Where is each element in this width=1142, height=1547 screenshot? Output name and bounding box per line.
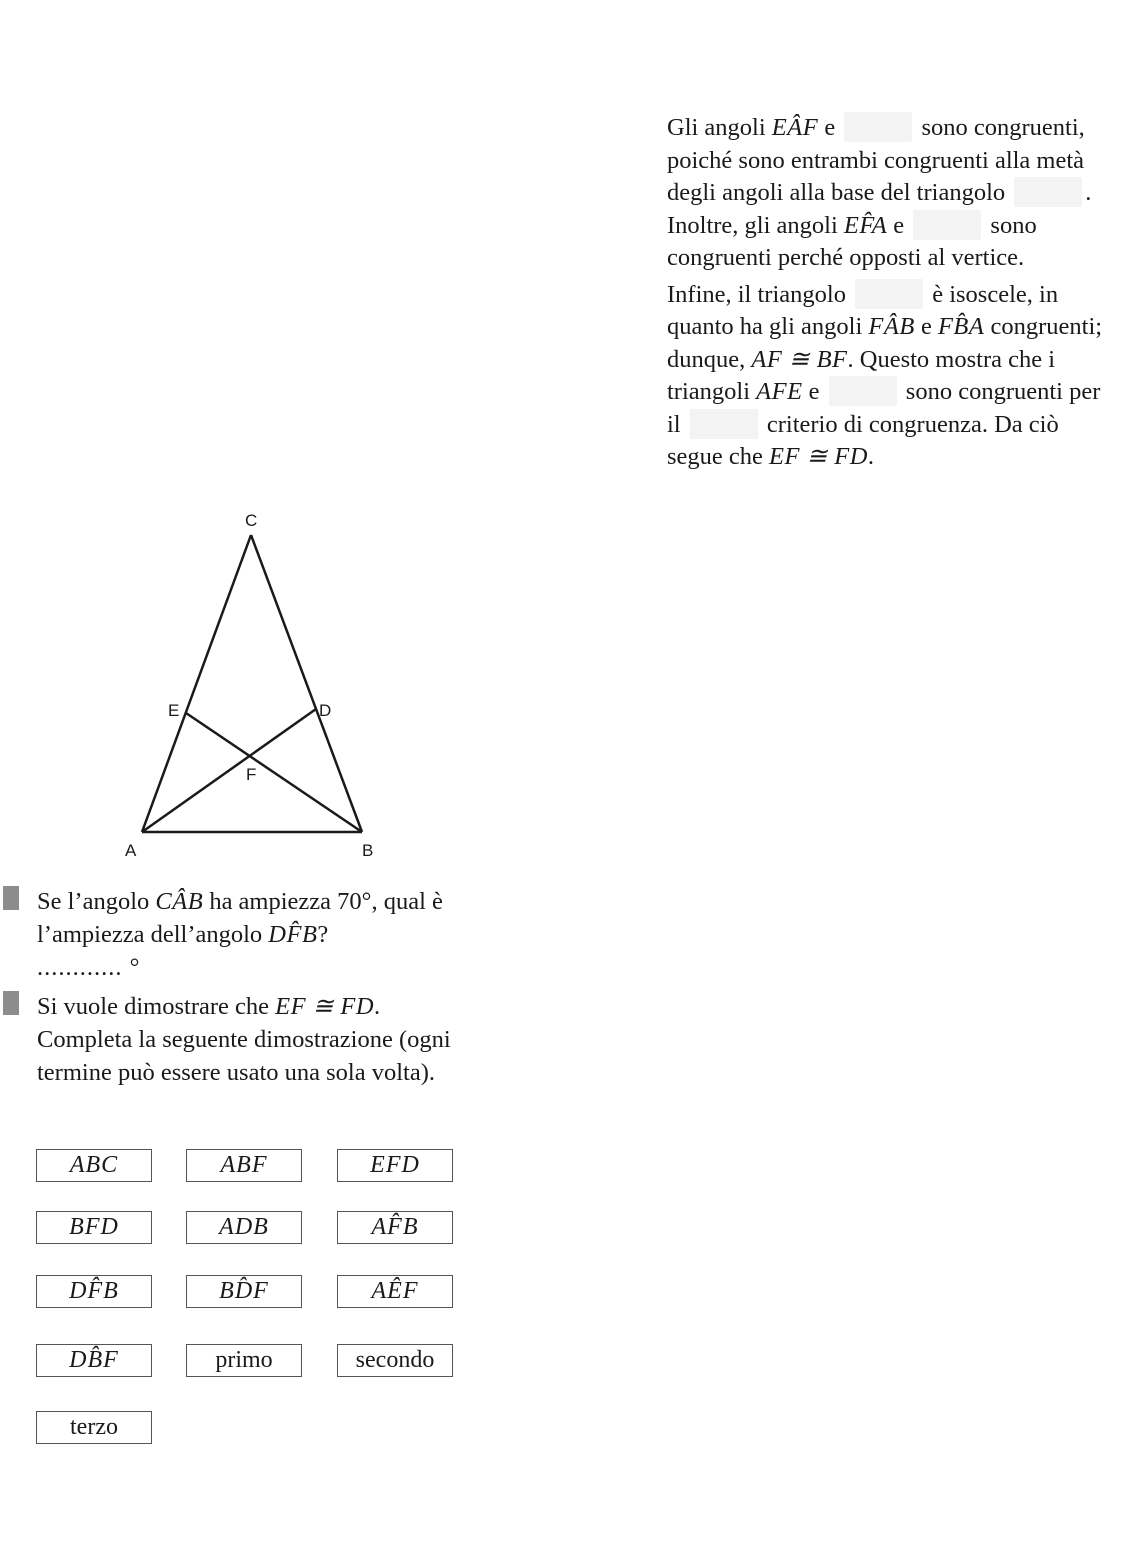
angle-eaf: EÂF [771, 114, 819, 141]
blank-slot-5[interactable] [829, 376, 897, 406]
question-2: Si vuole dimostrare che EF ≅ FD. Completa la seguente dimostrazione (ogni termine può essere usato una sola volta). [0, 990, 480, 1089]
blank-slot-6[interactable] [690, 409, 758, 439]
ef-congruent-fd: EF ≅ FD [275, 993, 375, 1020]
tile-adb[interactable]: ADB [186, 1211, 302, 1244]
side-ac [142, 535, 251, 832]
angle-cab: CÂB [155, 888, 204, 915]
angle-dfb: DF̂B [268, 921, 318, 948]
tile-secondo[interactable]: secondo [337, 1344, 453, 1377]
tile-primo[interactable]: primo [186, 1344, 302, 1377]
label-d: D [319, 701, 332, 720]
angle-efa: EF̂A [843, 211, 888, 239]
question-marker [3, 886, 19, 910]
ef-congruent-fd: EF ≅ FD [769, 443, 868, 470]
tile-angle-dfb[interactable]: DF̂B [36, 1275, 152, 1308]
tile-terzo[interactable]: terzo [36, 1411, 152, 1444]
label-a: A [125, 841, 137, 860]
tile-angle-afb[interactable]: AF̂B [337, 1211, 453, 1244]
angle-fba: FB̂A [937, 313, 985, 340]
tile-efd[interactable]: EFD [337, 1149, 453, 1182]
answer-field[interactable]: ............ ° [37, 954, 141, 981]
label-b: B [362, 841, 374, 860]
segment-be [186, 713, 362, 832]
label-e: E [168, 701, 180, 720]
triangle-afe: AFE [756, 378, 803, 405]
triangle-figure [118, 505, 398, 860]
term-tiles [36, 1149, 476, 1449]
tile-bfd[interactable]: BFD [36, 1211, 152, 1244]
tile-abf[interactable]: ABF [186, 1149, 302, 1182]
question-marker [3, 991, 19, 1015]
proof-text [667, 112, 1107, 478]
blank-slot-2[interactable] [1014, 177, 1082, 207]
label-c: C [245, 511, 258, 530]
proof-paragraph-1: Gli angoli EÂF e sono congruenti, poiché sono entrambi congruenti alla metà degli angoli alla base del triangolo . Inoltre, gli angoli EF̂A e sono congruenti perché opposti al vertice. [667, 114, 1092, 271]
af-congruent-bf: AF ≅ BF [751, 345, 848, 373]
tile-angle-dbf[interactable]: DB̂F [36, 1344, 152, 1377]
proof-paragraph-2: Infine, il triangolo è isoscele, in quanto ha gli angoli FÂB e FB̂A congruenti; dunque, AF ≅ BF. Questo mostra che i triangoli AFE e sono congruenti per il criterio di congruenza. Da ciò segue che EF ≅ FD. [667, 280, 1103, 470]
segment-ad [142, 709, 316, 832]
angle-fab: FÂB [868, 313, 915, 340]
blank-slot-1[interactable] [844, 112, 912, 142]
blank-slot-4[interactable] [855, 279, 923, 309]
tile-abc[interactable]: ABC [36, 1149, 152, 1182]
label-f: F [246, 765, 257, 784]
tile-angle-bdf[interactable]: BD̂F [186, 1275, 302, 1308]
blank-slot-3[interactable] [913, 210, 981, 240]
question-1: Se l’angolo CÂB ha ampiezza 70°, qual è l’ampiezza dell’angolo DF̂B? ............ ° [0, 885, 480, 984]
tile-angle-aef[interactable]: AÊF [337, 1275, 453, 1308]
side-bc [251, 535, 362, 832]
